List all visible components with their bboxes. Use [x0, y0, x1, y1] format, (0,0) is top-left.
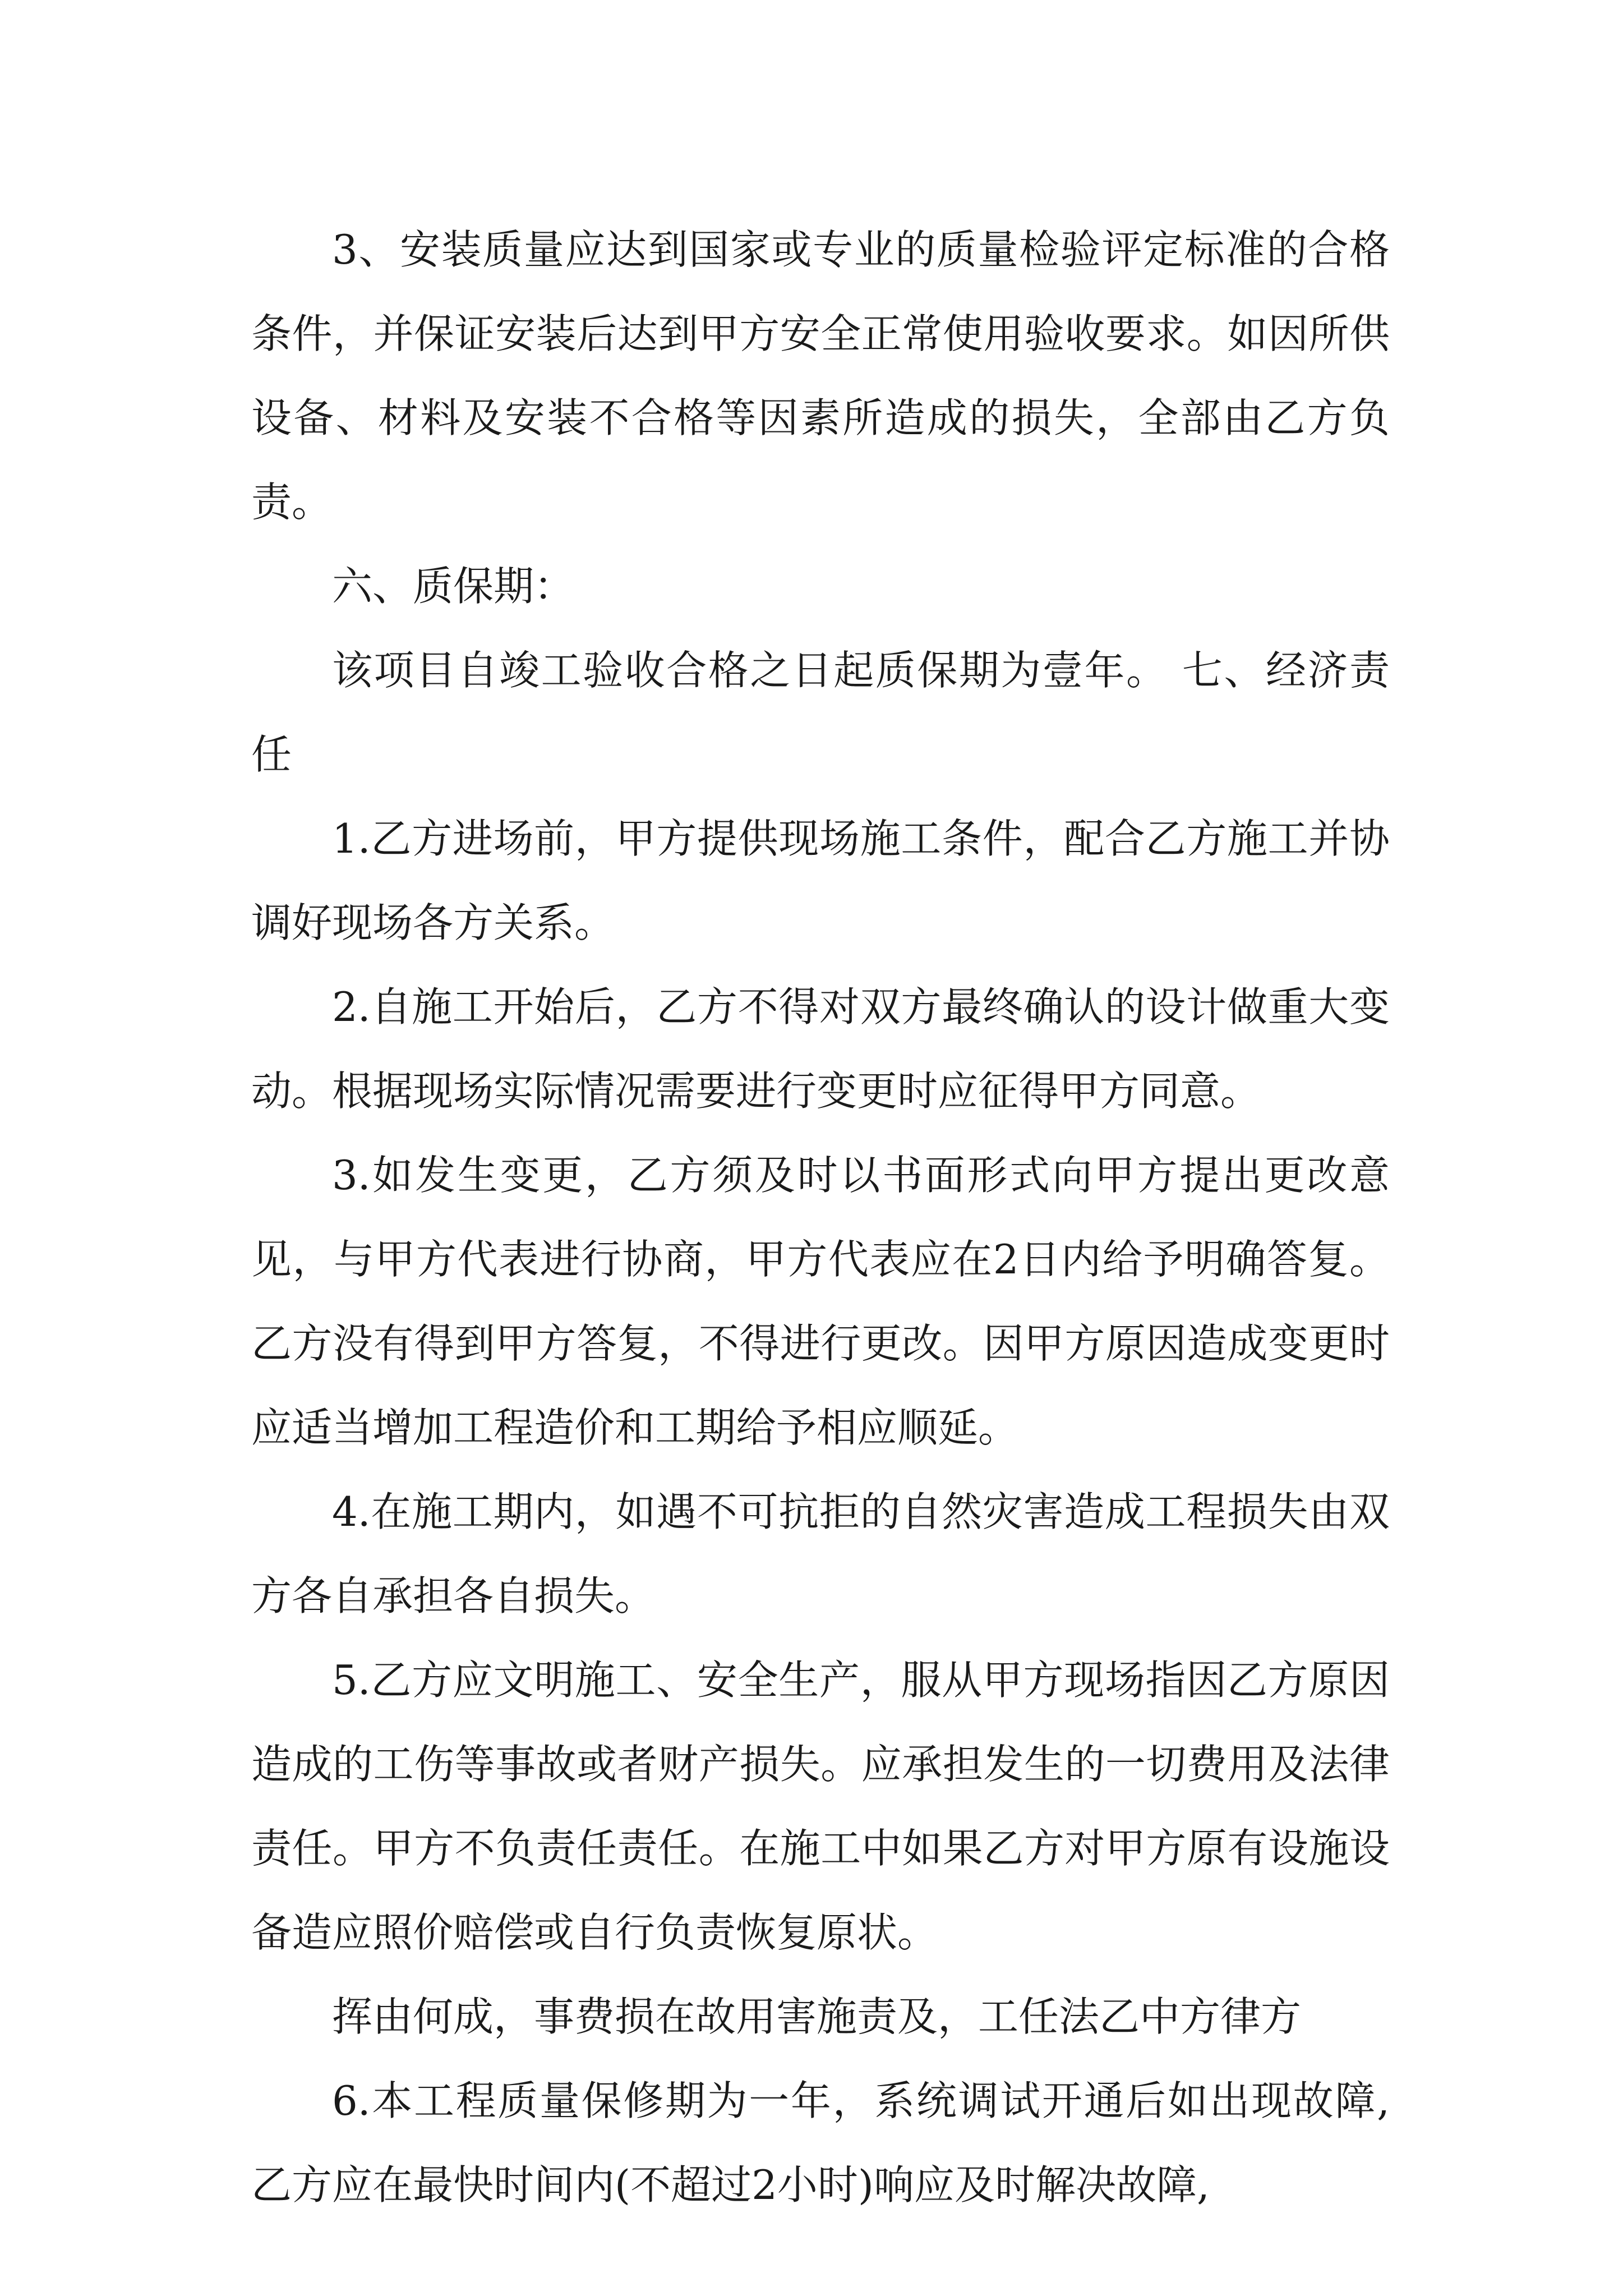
paragraph-clause-6: 6.本工程质量保修期为一年，系统调试开通后如出现故障,乙方应在最快时间内(不超过2小时)响应及时解决故障,: [251, 2077, 1390, 2208]
paragraph-clause-3: 3.如发生变更，乙方须及时以书面形式向甲方提出更改意见，与甲方代表进行协商，甲方代表应在2日内给予明确答复。乙方没有得到甲方答复，不得进行更改。因甲方原因造成变更时应适当增加工程造价和工期给予相应顺延。: [251, 1152, 1390, 1451]
paragraph-scrambled-line: 挥由何成，事费损在故用害施责及，工任法乙中方律方: [332, 1993, 1302, 2040]
document-body: [251, 208, 1390, 2227]
paragraph-clause-1: 1.乙方进场前，甲方提供现场施工条件，配合乙方施工并协调好现场各方关系。: [251, 815, 1390, 946]
paragraph-clause-2: 2.自施工开始后，乙方不得对双方最终确认的设计做重大变动。根据现场实际情况需要进行变更时应征得甲方同意。: [251, 983, 1390, 1115]
paragraph-clause-4: 4.在施工期内，如遇不可抗拒的自然灾害造成工程损失由双方各自承担各自损失。: [251, 1488, 1390, 1619]
paragraph-clause-5: 5.乙方应文明施工、安全生产，服从甲方现场指因乙方原因造成的工伤等事故或者财产损失。应承担发生的一切费用及法律责任。甲方不负责任责任。在施工中如果乙方对甲方原有设施设备造应照价赔偿或自行负责恢复原状。: [251, 1657, 1390, 1956]
paragraph-installation-quality: 3、安装质量应达到国家或专业的质量检验评定标准的合格条件，并保证安装后达到甲方安全正常使用验收要求。如因所供设备、材料及安装不合格等因素所造成的损失，全部由乙方负责。: [251, 226, 1390, 526]
paragraph-warranty-economic: 该项目自竣工验收合格之日起质保期为壹年。 七、经济责任: [251, 647, 1390, 778]
heading-warranty-period: 六、质保期：: [332, 563, 575, 610]
